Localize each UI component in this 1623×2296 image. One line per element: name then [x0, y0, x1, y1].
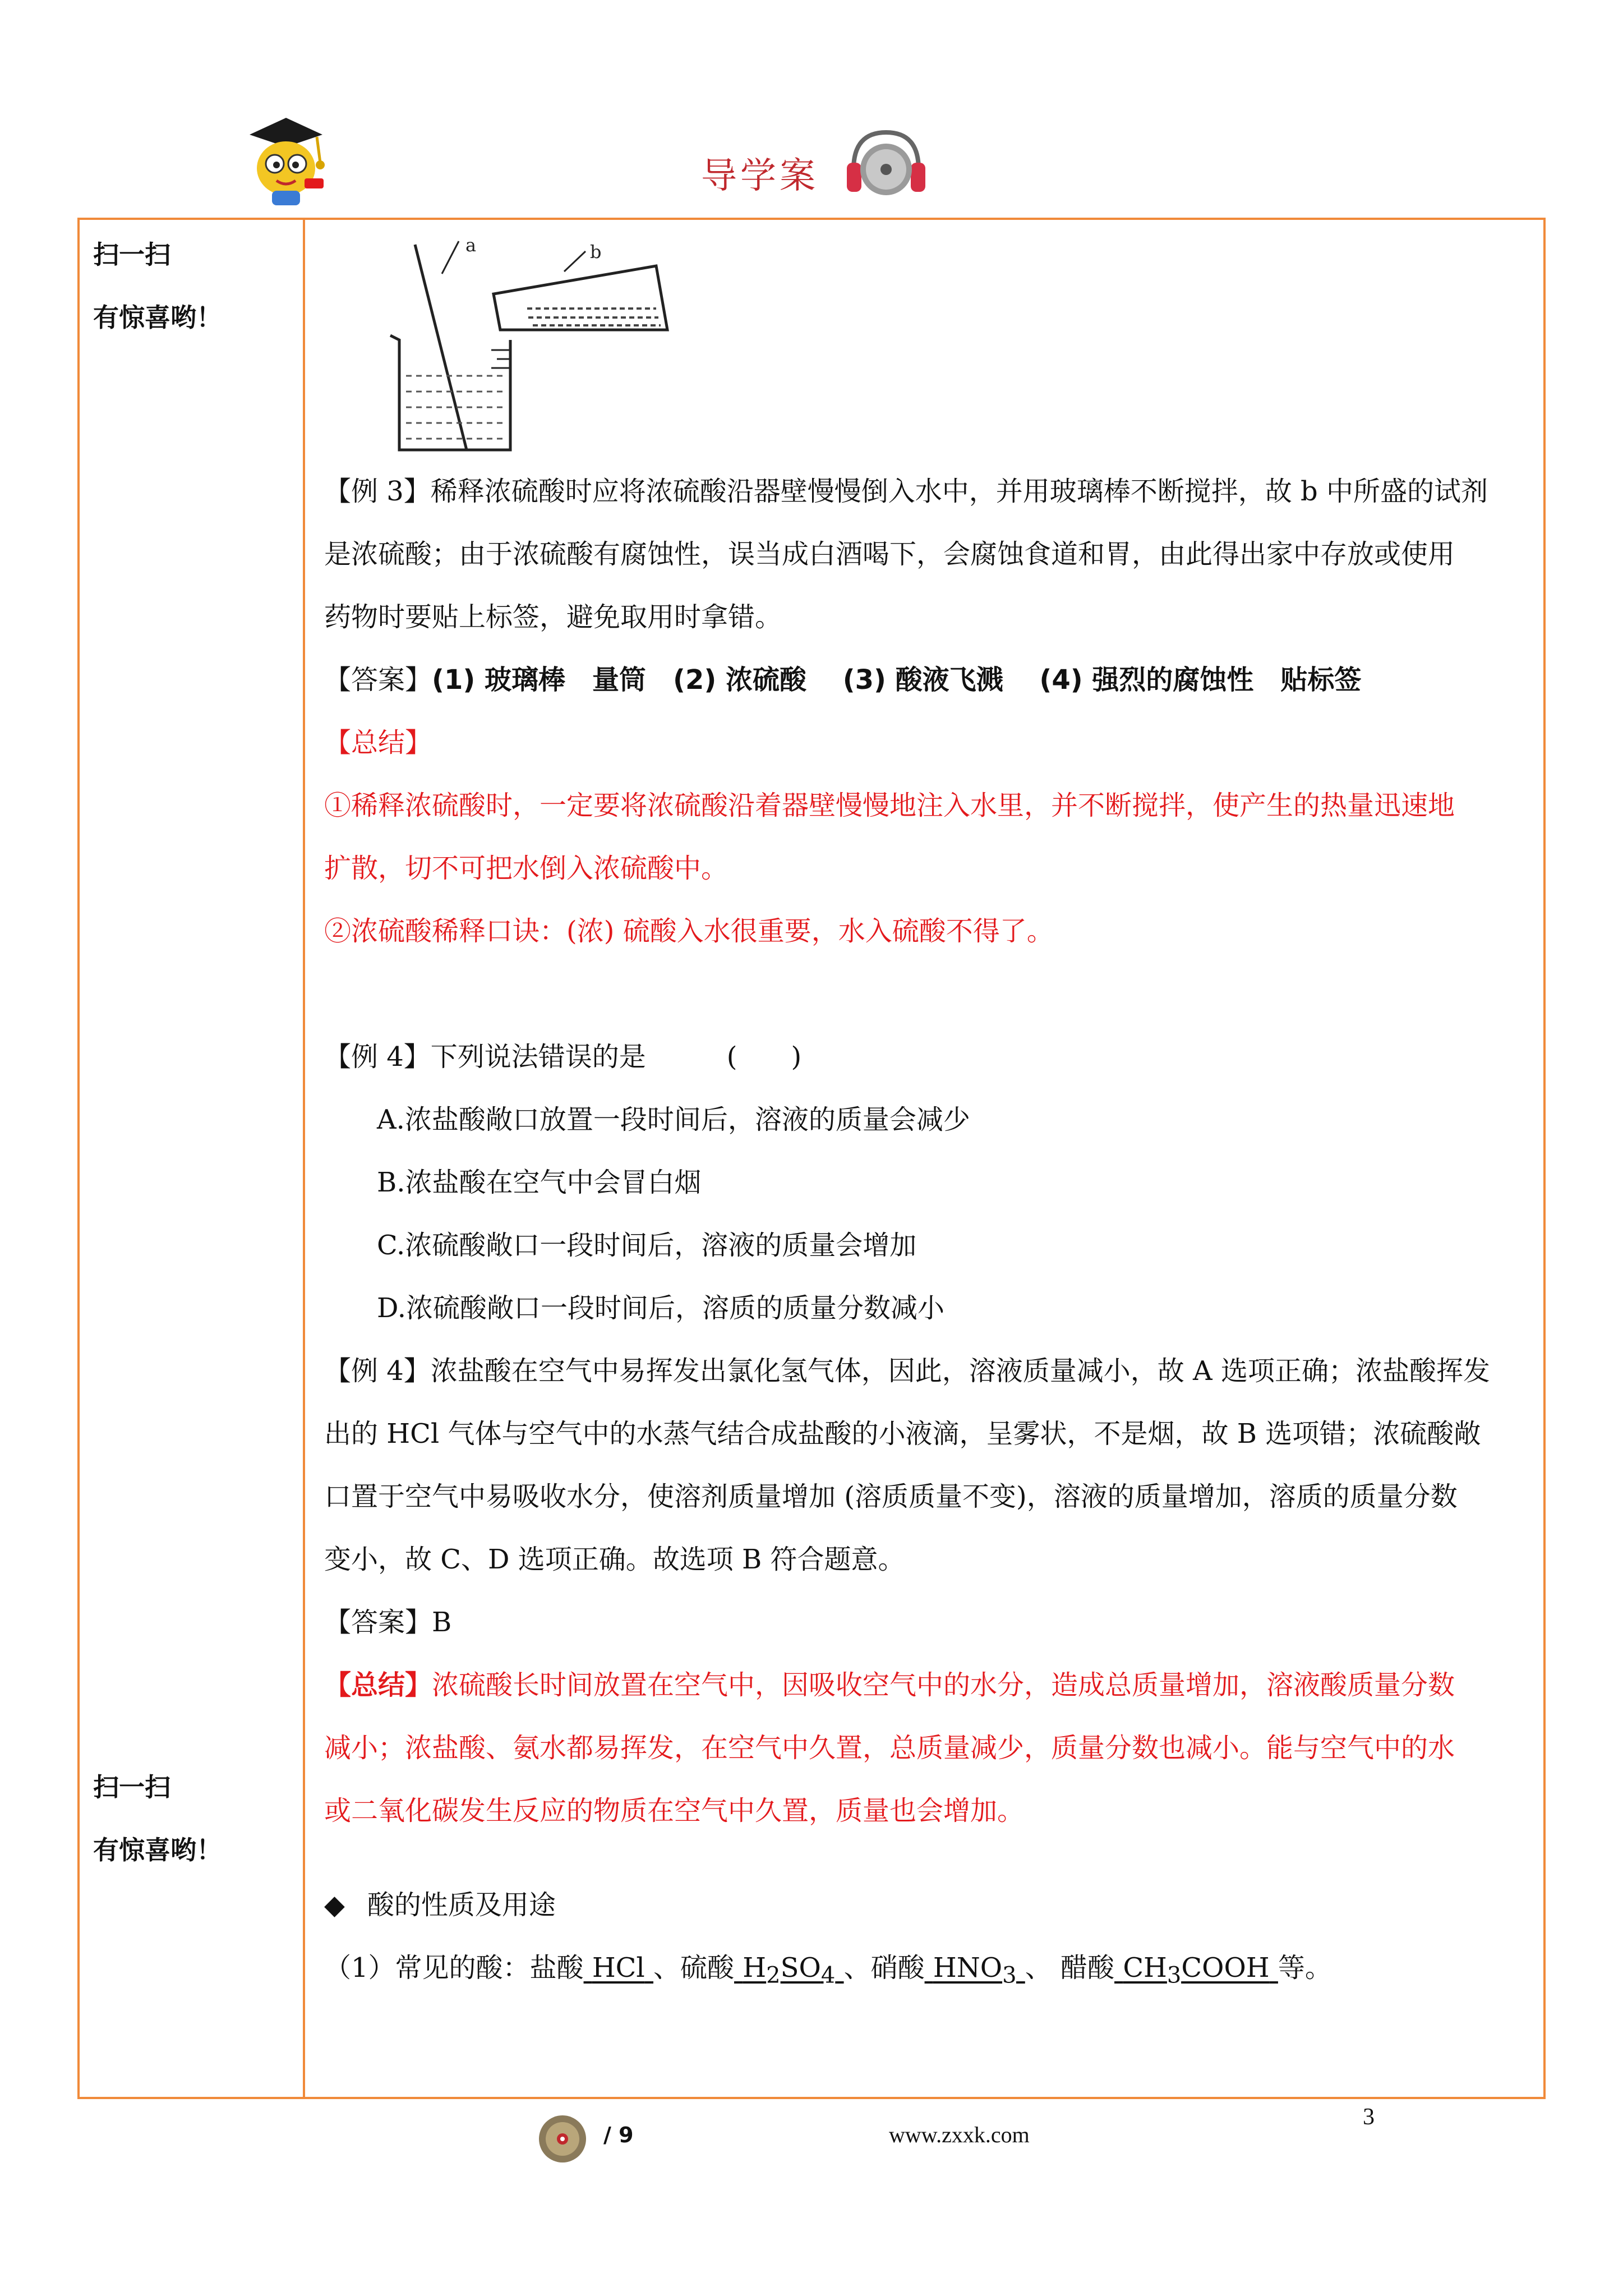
diagram-label-a: a	[465, 236, 477, 256]
acids-line-prefix: （1）常见的酸：盐酸	[324, 1952, 584, 1984]
answer-prefix: 【答案】	[324, 664, 432, 696]
diamond-bullet-icon: ◆	[324, 1889, 345, 1921]
hno3-blank	[925, 1952, 1025, 1989]
footer-disc-icon	[537, 2114, 588, 2164]
glass-rod-a	[415, 245, 467, 450]
example3-summary-title: 【总结】	[324, 727, 432, 758]
sidebar-surprise-label-bottom: 有惊喜哟！	[93, 1835, 222, 1865]
column-divider	[303, 218, 305, 2099]
section-heading	[324, 1874, 1536, 1936]
test-tube-b	[494, 266, 667, 330]
page-number: 3	[1363, 2104, 1375, 2130]
answer-body: (1) 玻璃棒 量筒 (2) 浓硫酸 (3) 酸液飞溅 (4) 强烈的腐蚀性 贴标签	[432, 664, 1362, 696]
option-a: A.浓盐酸敞口放置一段时间后，溶液的质量会减少	[377, 1104, 970, 1135]
summary-line: ②浓硫酸稀释口诀：(浓) 硫酸入水很重要，水入硫酸不得了。	[324, 915, 1054, 947]
dilution-diagram	[381, 236, 695, 460]
example4-explanation-line: 口置于空气中易吸收水分，使溶剂质量增加 (溶质质量不变)，溶液的质量增加，溶质的质量分数	[324, 1481, 1458, 1512]
beaker-scale	[491, 350, 510, 368]
example4-question: 【例 4】下列说法错误的是 ( )	[324, 1041, 802, 1073]
formula-part: COOH	[1181, 1952, 1270, 1984]
formula-part: HNO	[933, 1952, 1003, 1984]
option-b: B.浓盐酸在空气中会冒白烟	[377, 1167, 702, 1198]
example3-explanation-line: 【例 3】稀释浓硫酸时应将浓硫酸沿器壁慢慢倒入水中，并用玻璃棒不断搅拌，故 b 中所盛的试剂	[324, 476, 1488, 507]
example4-explanation-line: 【例 4】浓盐酸在空气中易挥发出氯化氢气体，因此，溶液质量减小，故 A 选项正确；浓盐酸挥发	[324, 1355, 1490, 1387]
ch3cooh-blank	[1114, 1952, 1278, 1989]
formula-subscript: 4	[820, 1962, 836, 1989]
sidebar-scan-label: 扫一扫	[93, 240, 170, 270]
hcl-formula: HCl	[592, 1952, 645, 1984]
sidebar-surprise-label: 有惊喜哟！	[93, 302, 222, 333]
tube-liquid	[527, 309, 661, 325]
acids-line-suffix: 等。	[1278, 1952, 1332, 1984]
example4-summary-line	[324, 1654, 1536, 1717]
footer-site-link[interactable]: www.zxxk.com	[889, 2122, 1030, 2147]
formula-part: SO	[780, 1952, 821, 1984]
sidebar-scan-label-bottom: 扫一扫	[93, 1772, 170, 1802]
formula-subscript: 2	[766, 1962, 781, 1989]
formula-subscript: 3	[1166, 1962, 1182, 1989]
mascot-logo-icon	[238, 112, 334, 208]
example4-explanation-line: 变小，故 C、D 选项正确。故选项 B 符合题意。	[324, 1544, 905, 1575]
summary-line: ①稀释浓硫酸时，一定要将浓硫酸沿着器壁慢慢地注入水里，并不断搅拌，使产生的热量迅速地	[324, 790, 1455, 821]
example3-explanation-line: 是浓硫酸；由于浓硫酸有腐蚀性，误当成白酒喝下，会腐蚀食道和胃，由此得出家中存放或使用	[324, 539, 1455, 570]
example3-explanation-line: 药物时要贴上标签，避免取用时拿错。	[324, 601, 782, 633]
page-header	[0, 0, 1623, 219]
label-leader-b	[564, 251, 585, 272]
hcl-blank	[584, 1952, 653, 1984]
header-title: 导学案	[701, 155, 819, 197]
main-content	[324, 460, 1536, 2007]
option-c: C.浓硫酸敞口一段时间后，溶液的质量会增加	[377, 1230, 917, 1261]
summary-line: 或二氧化碳发生反应的物质在空气中久置，质量也会增加。	[324, 1795, 1025, 1826]
example4-answer: 【答案】B	[324, 1607, 452, 1638]
summary-text: 浓硫酸长时间放置在空气中，因吸收空气中的水分，造成总质量增加，溶液酸质量分数	[432, 1669, 1455, 1701]
example4-explanation-line: 出的 HCl 气体与空气中的水蒸气结合成盐酸的小液滴，呈雾状，不是烟，故 B 选项错；浓硫酸敞	[324, 1418, 1481, 1450]
formula-part: CH	[1123, 1952, 1167, 1984]
acids-separator: 、硝酸	[843, 1952, 925, 1984]
formula-part: H	[743, 1952, 767, 1984]
common-acids-line	[324, 1936, 1536, 2007]
h2so4-blank	[734, 1952, 844, 1989]
footer-page-count: / 9	[603, 2123, 634, 2147]
beaker-outline	[390, 335, 510, 450]
label-leader-a	[442, 241, 459, 274]
formula-subscript: 3	[1002, 1962, 1017, 1989]
acids-separator: 、 醋酸	[1025, 1952, 1115, 1984]
summary-line: 减小；浓盐酸、氨水都易挥发，在空气中久置，总质量减少，质量分数也减小。能与空气中的水	[324, 1732, 1455, 1764]
summary-line: 扩散，切不可把水倒入浓硫酸中。	[324, 853, 728, 884]
diagram-label-b: b	[590, 241, 602, 263]
example4-summary-title: 【总结】	[324, 1669, 432, 1701]
example3-answer	[324, 648, 1536, 711]
option-d: D.浓硫酸敞口一段时间后，溶质的质量分数减小	[377, 1292, 945, 1324]
section-heading-text: 酸的性质及用途	[367, 1889, 556, 1921]
acids-separator: 、硫酸	[653, 1952, 735, 1984]
music-disc-logo-icon	[841, 118, 931, 208]
